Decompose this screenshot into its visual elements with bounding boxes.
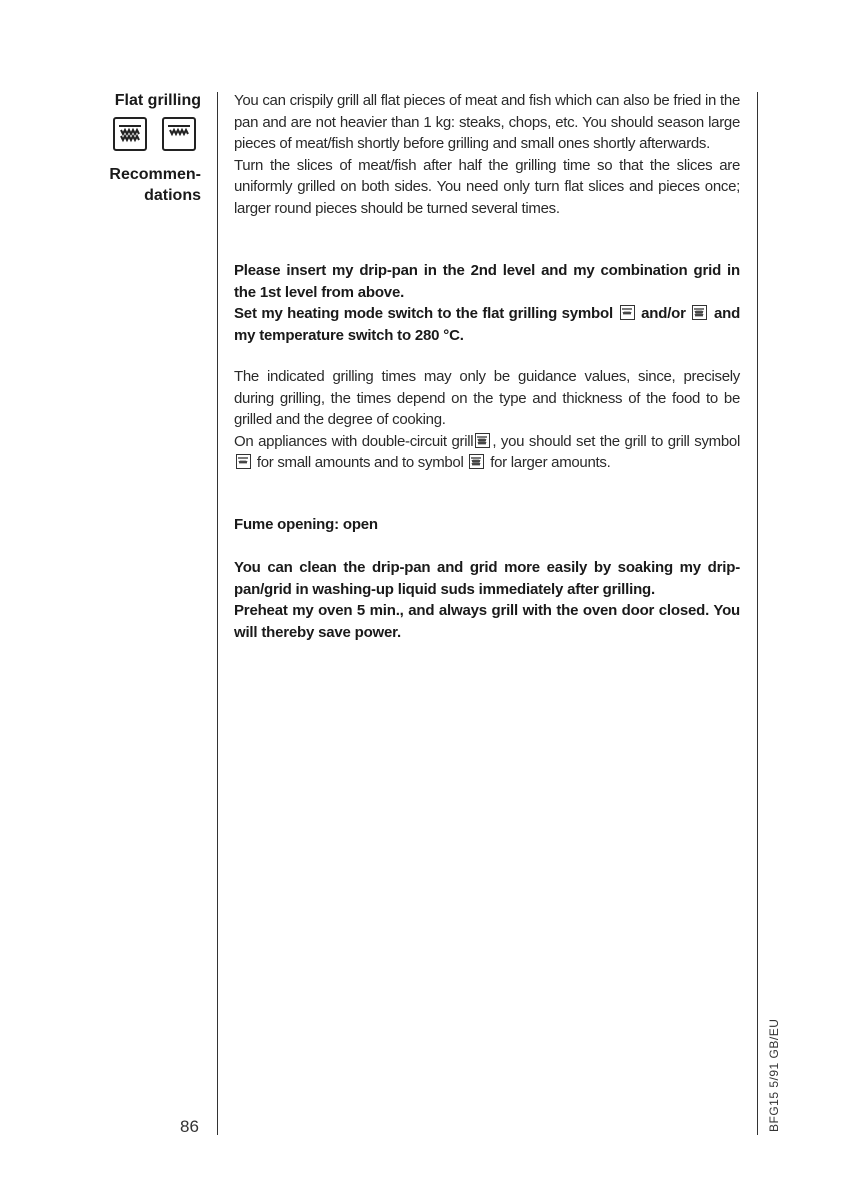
intro-block [234, 90, 740, 219]
intro-paragraph: You can crispily grill all flat pieces of meat and fish which can also be fried in the pan and are not heavier than 1 kg: steaks, chops, etc. You should season large pieces of meat/fish shortly before grilling and small ones shortly afterwards. [234, 92, 740, 152]
instructions-block [234, 260, 740, 346]
flat-grill-icon [236, 454, 251, 469]
flat-grill-icon [162, 117, 196, 151]
document-code: BFG15 5/91 GB/EU [767, 1018, 781, 1132]
double-circuit-grill-icon [113, 117, 147, 151]
fume-block [234, 514, 740, 536]
preheat-tip: Preheat my oven 5 min., and always grill with the oven door closed. You will thereby save power. [234, 602, 740, 641]
switch-instruction-part-1: Set my heating mode switch to the flat grilling symbol [234, 305, 613, 322]
fume-opening-note: Fume opening: open [234, 516, 378, 533]
double-circuit-part-4: for larger amounts. [490, 454, 611, 471]
switch-instruction-part-3: and my temperature switch to 280 °C. [234, 305, 741, 344]
double-circuit-grill-icon [469, 454, 484, 469]
right-margin-rule [757, 92, 758, 1135]
recommendations-line-1: Recommen- [109, 166, 201, 183]
section-heading-recommendations [109, 164, 201, 206]
double-circuit-grill-icon [692, 305, 707, 320]
recommendations-line-2: dations [144, 187, 201, 204]
guidance-block [234, 366, 740, 474]
page-number: 86 [180, 1117, 199, 1136]
drip-pan-instruction: Please insert my drip-pan in the 2nd level and my combination grid in the 1st level from above. [234, 262, 740, 301]
double-circuit-paragraph [234, 431, 740, 474]
switch-instruction [234, 303, 740, 346]
double-circuit-part-2: , you should set the grill to grill symbol [492, 432, 740, 450]
guidance-paragraph: The indicated grilling times may only be guidance values, since, precisely during grilling, the times depend on the type and thickness of the food to be grilled and the degree of cooking. [234, 368, 740, 428]
double-circuit-grill-icon [475, 433, 490, 448]
section-heading-flat-grilling: Flat grilling [114, 92, 201, 109]
left-column-rule [217, 92, 218, 1135]
switch-instruction-part-2: and/or [641, 305, 686, 322]
double-circuit-part-1: On appliances with double-circuit grill [234, 432, 474, 450]
tips-block [234, 557, 740, 643]
cleaning-tip: You can clean the drip-pan and grid more easily by soaking my drip-pan/grid in washing-up liquid suds immediately after grilling. [234, 559, 740, 598]
turning-paragraph: Turn the slices of meat/fish after half the grilling time so that the slices are uniformly grilled on both sides. You need only turn flat slices and pieces once; larger round pieces should be turned several times. [234, 156, 740, 217]
flat-grill-icon [620, 305, 635, 320]
double-circuit-part-3: for small amounts and to symbol [256, 454, 464, 471]
